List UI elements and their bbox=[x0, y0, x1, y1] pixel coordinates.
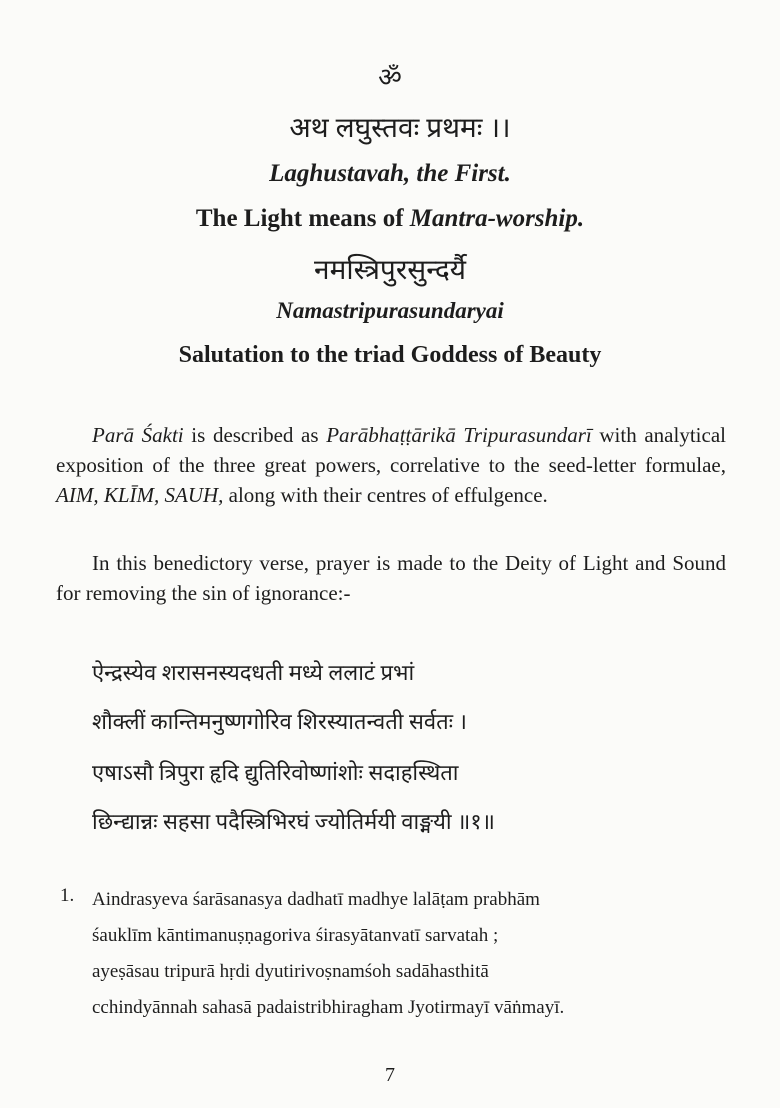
intro-paragraph bbox=[56, 420, 726, 510]
transliteration-line-2: śauklīm kāntimanuṣṇagoriva śirasyātanvatī sarvatah ; bbox=[92, 925, 499, 946]
verse-line-2: शौक्लीं कान्तिमनुष्णगोरिव शिरस्यातन्वती सर्वतः । bbox=[92, 709, 467, 734]
transliteration-lines bbox=[92, 885, 564, 1029]
verse-number: 1. bbox=[60, 885, 75, 906]
verse-line-3: एषाऽसौ त्रिपुरा हृदि द्युतिरिवोष्णांशोः सदाहस्थिता bbox=[92, 760, 459, 785]
benedictory-paragraph: In this benedictory verse, prayer is made to the Deity of Light and Sound for removing the sin of ignorance:- bbox=[56, 551, 726, 605]
sanskrit-salutation: नमस्त्रिपुरसुन्दर्यै bbox=[314, 255, 466, 286]
salutation-english: Salutation to the triad Goddess of Beauty bbox=[178, 342, 602, 368]
para-tripurasundari: Parābhaṭṭārikā Tripurasundarī bbox=[326, 423, 592, 447]
verse-line-4: छिन्द्यान्नः सहसा पदैस्त्रिभिरघं ज्योतिर्मयी वाङ्मयी ॥१॥ bbox=[92, 809, 495, 834]
om-symbol: ॐ bbox=[378, 63, 402, 92]
english-title: Laghustavah, the First. bbox=[269, 160, 511, 187]
sanskrit-title: अथ लघुस्तवः प्रथमः ।। bbox=[289, 113, 511, 144]
english-subtitle bbox=[0, 205, 780, 233]
transliteration-line-4: cchindyānnah sahasā padaistribhiragham Jyotirmayī vāṅmayī. bbox=[92, 997, 565, 1018]
para-text-1: is described as bbox=[183, 423, 327, 447]
para-text-3: along with their centres of effulgence. bbox=[223, 483, 548, 507]
salutation-transliteration: Namastripurasundaryai bbox=[276, 298, 504, 323]
para-text-2: with analytical exposition of the three great powers, correlative to the seed-letter formulae, bbox=[56, 423, 726, 477]
transliteration-line-3: ayeṣāsau tripurā hṛdi dyutirivoṣnamśoh sadāhasthitā bbox=[92, 961, 489, 982]
subtitle-prefix: The Light means of bbox=[195, 205, 410, 232]
subtitle-italic: Mantra-worship. bbox=[409, 205, 585, 232]
page-number: 7 bbox=[385, 1064, 395, 1086]
para-sakti: Parā Śakti bbox=[92, 423, 184, 447]
verse-line-1: ऐन्द्रस्येव शरासनस्यदधती मध्ये ललाटं प्रभां bbox=[92, 660, 415, 685]
transliteration-line-1: Aindrasyeva śarāsanasya dadhatī madhye lalāṭam prabhām bbox=[92, 889, 540, 910]
para-seed-formulae: AIM, KLĪM, SAUH, bbox=[56, 483, 224, 507]
